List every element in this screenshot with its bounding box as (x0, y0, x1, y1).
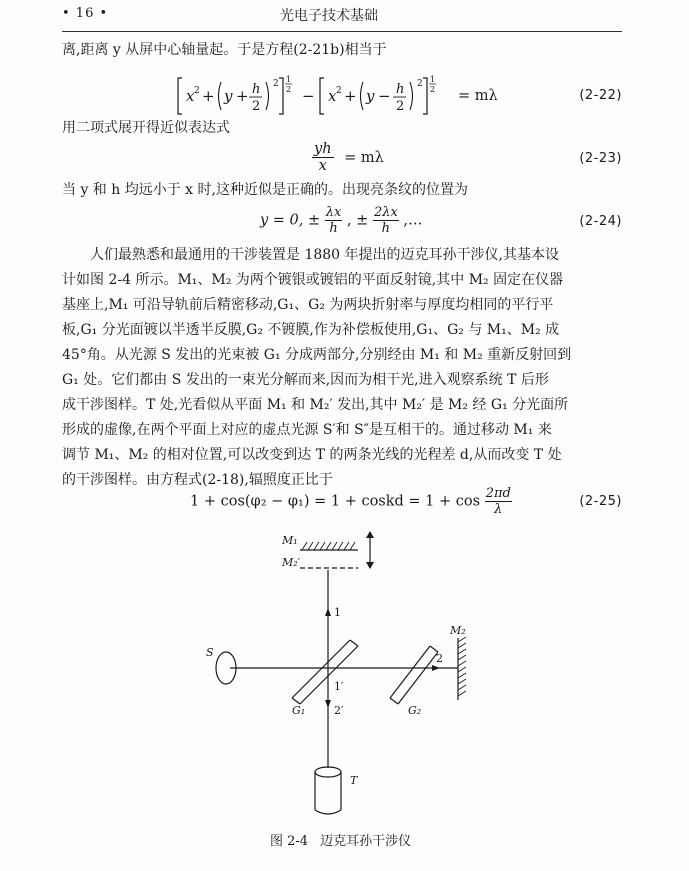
equation-2-22 (176, 74, 506, 122)
svg-text:−: − (378, 87, 391, 105)
svg-text:−: − (302, 87, 315, 105)
label-g2: G₂ (408, 704, 422, 717)
text-line: 基座上,M₁ 可沿导轨前后精密移动,G₁、G₂ 为两块折射率与厚度均相同的平行平 (62, 297, 554, 313)
michelson-interferometer-figure (200, 528, 500, 824)
svg-text:+: + (344, 87, 357, 105)
label-ray-1-prime: 1′ (334, 680, 344, 693)
svg-text:y: y (366, 87, 375, 105)
equation-2-22-rhs: = mλ (458, 88, 498, 104)
header-rule (62, 31, 622, 32)
text-line: 用二项式展开得近似表达式 (62, 120, 230, 136)
text-line: 离,距离 y 从屏中心轴量起。于是方程(2-21b)相当于 (62, 42, 387, 58)
svg-text:y: y (224, 87, 233, 105)
equation-number: (2-24) (579, 214, 622, 229)
label-ray-2: 2 (436, 652, 443, 665)
mirror-m1-hatching (302, 542, 355, 550)
text-line: 45°角。从光源 S 发出的光束被 G₁ 分成两部分,分别经由 M₁ 和 M₂ 重新反射回到 (62, 347, 572, 363)
observation-system (315, 767, 341, 814)
paragraph-4 (62, 243, 622, 493)
text-line: 板,G₁ 分光面镀以半透半反膜,G₂ 不镀膜,作为补偿板使用,G₁、G₂ 与 M₁、M₂ 成 (62, 322, 560, 338)
label-m2: M₂ (450, 624, 466, 637)
svg-text:2: 2 (417, 79, 423, 89)
text-line: 人们最熟悉和最通用的干涉装置是 1880 年提出的迈克耳孙干涉仪,其基本设 (90, 247, 559, 263)
equation-2-24-lhs: y = 0, ± (260, 212, 321, 229)
paragraph-1 (62, 38, 622, 63)
svg-text:x: x (186, 87, 195, 105)
svg-text:2: 2 (273, 79, 279, 89)
text-line: G₁ 处。它们都由 S 发出的一束光分解而来,因而为相干光,进入观察系统 T 后形 (62, 372, 549, 388)
label-ray-1: 1 (334, 606, 341, 619)
label-s: S (206, 646, 214, 659)
text-line: 的干涉图样。由方程式(2-18),辐照度正比于 (62, 472, 333, 488)
svg-text:2: 2 (252, 99, 261, 114)
svg-text:+: + (202, 87, 215, 105)
equation-2-23 (312, 141, 384, 174)
fraction-denominator: x (318, 158, 327, 174)
equation-number: (2-23) (579, 151, 622, 166)
label-g1: G₁ (292, 704, 306, 717)
text-line: 调节 M₁、M₂ 的相对位置,可以改变到达 T 的两条光线的光程差 d,从而改变 T 处 (62, 447, 562, 463)
fraction: $\frac{2\lambda x}{h}$ (373, 205, 398, 236)
fraction-numerator: yh (314, 141, 332, 157)
text-line: 成干涉图样。T 处,光看似从平面 M₁ 和 M₂′ 发出,其中 M₂′ 是 M₂ 经 G₁ 分光面所 (62, 397, 569, 413)
text-line: 形成的虚像,在两个平面上对应的虚点光源 S′和 S″是互相干的。通过移动 M₁ 来 (62, 422, 552, 438)
figure-title: 迈克耳孙干涉仪 (320, 834, 412, 849)
svg-text:2: 2 (336, 86, 342, 96)
svg-text:2: 2 (194, 86, 200, 96)
text-line: 计如图 2-4 所示。M₁、M₂ 为两个镀银或镀铝的平面反射镜,其中 M₂ 固定在仪器 (62, 272, 564, 288)
equation-number: (2-22) (579, 88, 622, 103)
fraction-numerator: 2πd (485, 486, 511, 501)
page-number: • 16 • (62, 6, 109, 21)
svg-text:1: 1 (286, 75, 292, 84)
label-m2-prime: M₂′ (282, 556, 301, 569)
fraction: $\frac{\lambda x}{h}$ (325, 205, 342, 236)
label-m1: M₁ (282, 534, 298, 547)
equation-2-25-lhs: 1 + cos(φ₂ − φ₁) = 1 + coskd = 1 + cos (190, 493, 481, 510)
text-line: 当 y 和 h 均远小于 x 时,这种近似是正确的。出现亮条纹的位置为 (62, 182, 468, 198)
figure-caption (270, 830, 423, 849)
svg-text:2: 2 (286, 85, 292, 94)
mirror-m2-hatching (458, 637, 466, 696)
fraction (485, 486, 512, 517)
svg-text:2: 2 (430, 85, 436, 94)
svg-text:h: h (252, 82, 261, 97)
label-ray-2-prime: 2′ (334, 704, 344, 717)
equation-number: (2-25) (579, 494, 622, 509)
svg-text:+: + (236, 87, 249, 105)
svg-text:2: 2 (396, 99, 405, 114)
beam-splitter-g1 (292, 640, 358, 704)
equation-2-24: y = 0, ± $\frac{\lambda x}{h}$ , ± $\frac{2\lambda x}{h}$ ,… (260, 205, 423, 236)
equation-2-25 (190, 486, 512, 517)
svg-text:1: 1 (430, 75, 436, 84)
compensator-plate-g2 (390, 646, 438, 704)
label-t: T (350, 774, 358, 787)
paragraph-3 (62, 178, 622, 203)
svg-text:x: x (328, 87, 337, 105)
paragraph-2 (62, 116, 622, 141)
fraction-denominator: λ (494, 502, 503, 517)
figure-number: 图 2-4 (270, 834, 309, 849)
running-title: 光电子技术基础 (280, 8, 378, 24)
equation-2-23-rhs: = mλ (344, 149, 384, 166)
svg-text:h: h (396, 82, 405, 97)
equation-2-22-graphic (176, 74, 506, 118)
